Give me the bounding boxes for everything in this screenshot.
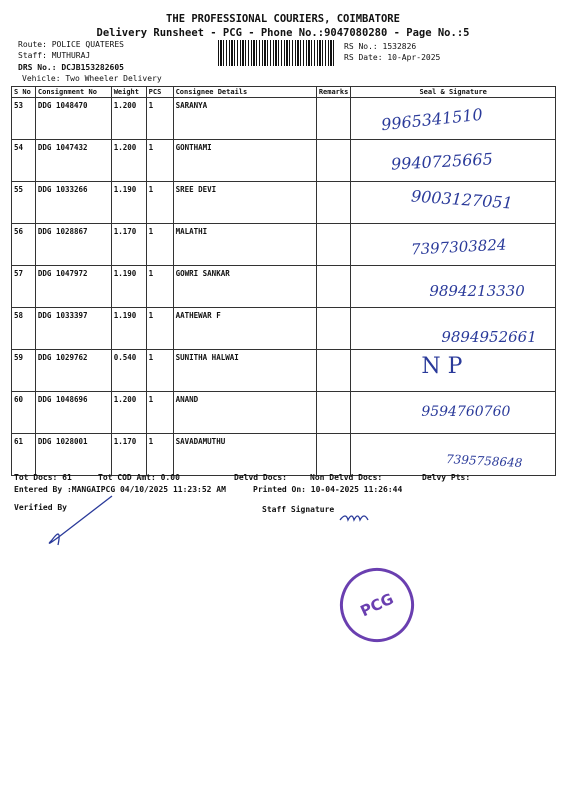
cell-consignment: DDG 1028867 [35,224,111,266]
handwritten-signature: 9003127051 [410,186,514,213]
cell-remarks [316,308,351,350]
cell-remarks [316,350,351,392]
cell-sno: 57 [12,266,36,308]
handwritten-signature: 7397303824 [410,235,508,259]
table-row [12,392,556,434]
cell-remarks [316,392,351,434]
cell-weight: 1.200 [111,392,146,434]
cell-weight: 1.190 [111,308,146,350]
col-pcs: PCS [146,87,173,98]
table-row [12,266,556,308]
vehicle-label: Vehicle: Two Wheeler Delivery [22,74,162,83]
table-row [12,140,556,182]
handwritten-signature: 9594760760 [421,404,511,420]
cell-pcs: 1 [146,350,173,392]
cell-sno: 58 [12,308,36,350]
handwritten-signature: 9894952661 [441,328,537,346]
drs-label: DRS No.: DCJB153282605 [18,63,124,72]
cell-signature [351,308,556,350]
signature-scribbles [0,490,566,570]
cell-remarks [316,140,351,182]
cell-consignee: SUNITHA HALWAI [173,350,316,392]
handwritten-signature: 9940725665 [390,149,494,174]
cell-sno: 56 [12,224,36,266]
pcg-stamp: PCG [328,556,426,654]
runsheet-subtitle: Delivery Runsheet - PCG - Phone No.:9047080280 - Page No.:5 [96,27,470,39]
cell-signature [351,140,556,182]
col-consignee: Consignee Details [173,87,316,98]
handwritten-signature: 9894213330 [429,282,525,300]
cell-sno: 61 [12,434,36,476]
printed-on: Printed On: 10-04-2025 11:26:44 [253,485,403,494]
cell-signature [351,434,556,476]
handwritten-signature: 9965341510 [380,104,484,135]
cell-consignee: AATHEWAR F [173,308,316,350]
cell-consignee: ANAND [173,392,316,434]
cell-signature [351,98,556,140]
cell-consignment: DDG 1048470 [35,98,111,140]
table-row [12,350,556,392]
cell-consignee: SAVADAMUTHU [173,434,316,476]
entered-by: Entered By :MANGAIPCG 04/10/2025 11:23:52 AM [14,485,226,494]
cell-pcs: 1 [146,392,173,434]
cell-pcs: 1 [146,266,173,308]
cell-weight: 1.200 [111,98,146,140]
cell-signature [351,350,556,392]
col-remarks: Remarks [316,87,351,98]
cell-sno: 53 [12,98,36,140]
cell-pcs: 1 [146,140,173,182]
cell-consignee: MALATHI [173,224,316,266]
cell-signature [351,392,556,434]
tot-docs: Tot Docs: 61 [14,473,72,482]
cell-pcs: 1 [146,182,173,224]
staff-label: Staff: MUTHURAJ [18,51,91,60]
cell-remarks [316,434,351,476]
staff-signature-label: Staff Signature [262,505,335,514]
table-row [12,434,556,476]
table-row [12,224,556,266]
cell-consignment: DDG 1048696 [35,392,111,434]
rs-no-label: RS No.: 1532826 [344,42,417,51]
cell-weight: 1.190 [111,182,146,224]
cell-signature [351,182,556,224]
route-label: Route: POLICE QUATERES [18,40,124,49]
handwritten-signature: N P [421,354,463,379]
cell-consignee: GONTHAMI [173,140,316,182]
table-row [12,182,556,224]
table-header-row [12,87,556,98]
cell-sno: 55 [12,182,36,224]
cell-remarks [316,98,351,140]
cell-weight: 1.190 [111,266,146,308]
cell-consignment: DDG 1033397 [35,308,111,350]
table-row [12,308,556,350]
cell-remarks [316,266,351,308]
cell-sno: 59 [12,350,36,392]
cell-pcs: 1 [146,308,173,350]
cell-signature [351,266,556,308]
cell-weight: 1.170 [111,434,146,476]
tot-cod-amt: Tot COD Amt: 0.00 [98,473,180,482]
cell-pcs: 1 [146,434,173,476]
cell-signature [351,224,556,266]
cell-weight: 1.170 [111,224,146,266]
cell-weight: 1.200 [111,140,146,182]
barcode [218,40,336,66]
runsheet-table [11,86,556,476]
col-weight: Weight [111,87,146,98]
cell-pcs: 1 [146,98,173,140]
delvd-docs: Delvd Docs: [234,473,287,482]
verified-by-label: Verified By [14,503,67,512]
cell-consignee: GOWRI SANKAR [173,266,316,308]
cell-remarks [316,182,351,224]
cell-consignment: DDG 1028001 [35,434,111,476]
col-consignment: Consignment No [35,87,111,98]
table-row [12,98,556,140]
cell-sno: 60 [12,392,36,434]
delvy-pts: Delvy Pts: [422,473,471,482]
cell-remarks [316,224,351,266]
cell-consignment: DDG 1029762 [35,350,111,392]
cell-sno: 54 [12,140,36,182]
cell-consignee: SREE DEVI [173,182,316,224]
handwritten-signature: 7395758648 [446,452,524,470]
cell-consignment: DDG 1047432 [35,140,111,182]
cell-consignee: SARANYA [173,98,316,140]
non-delvd-docs: Non Delvd Docs: [310,473,383,482]
col-sno: S No [12,87,36,98]
rs-date-label: RS Date: 10-Apr-2025 [344,53,441,62]
cell-consignment: DDG 1033266 [35,182,111,224]
cell-consignment: DDG 1047972 [35,266,111,308]
cell-weight: 0.540 [111,350,146,392]
col-seal-signature: Seal & Signature [351,87,556,98]
company-title: THE PROFESSIONAL COURIERS, COIMBATORE [166,13,400,25]
cell-pcs: 1 [146,224,173,266]
